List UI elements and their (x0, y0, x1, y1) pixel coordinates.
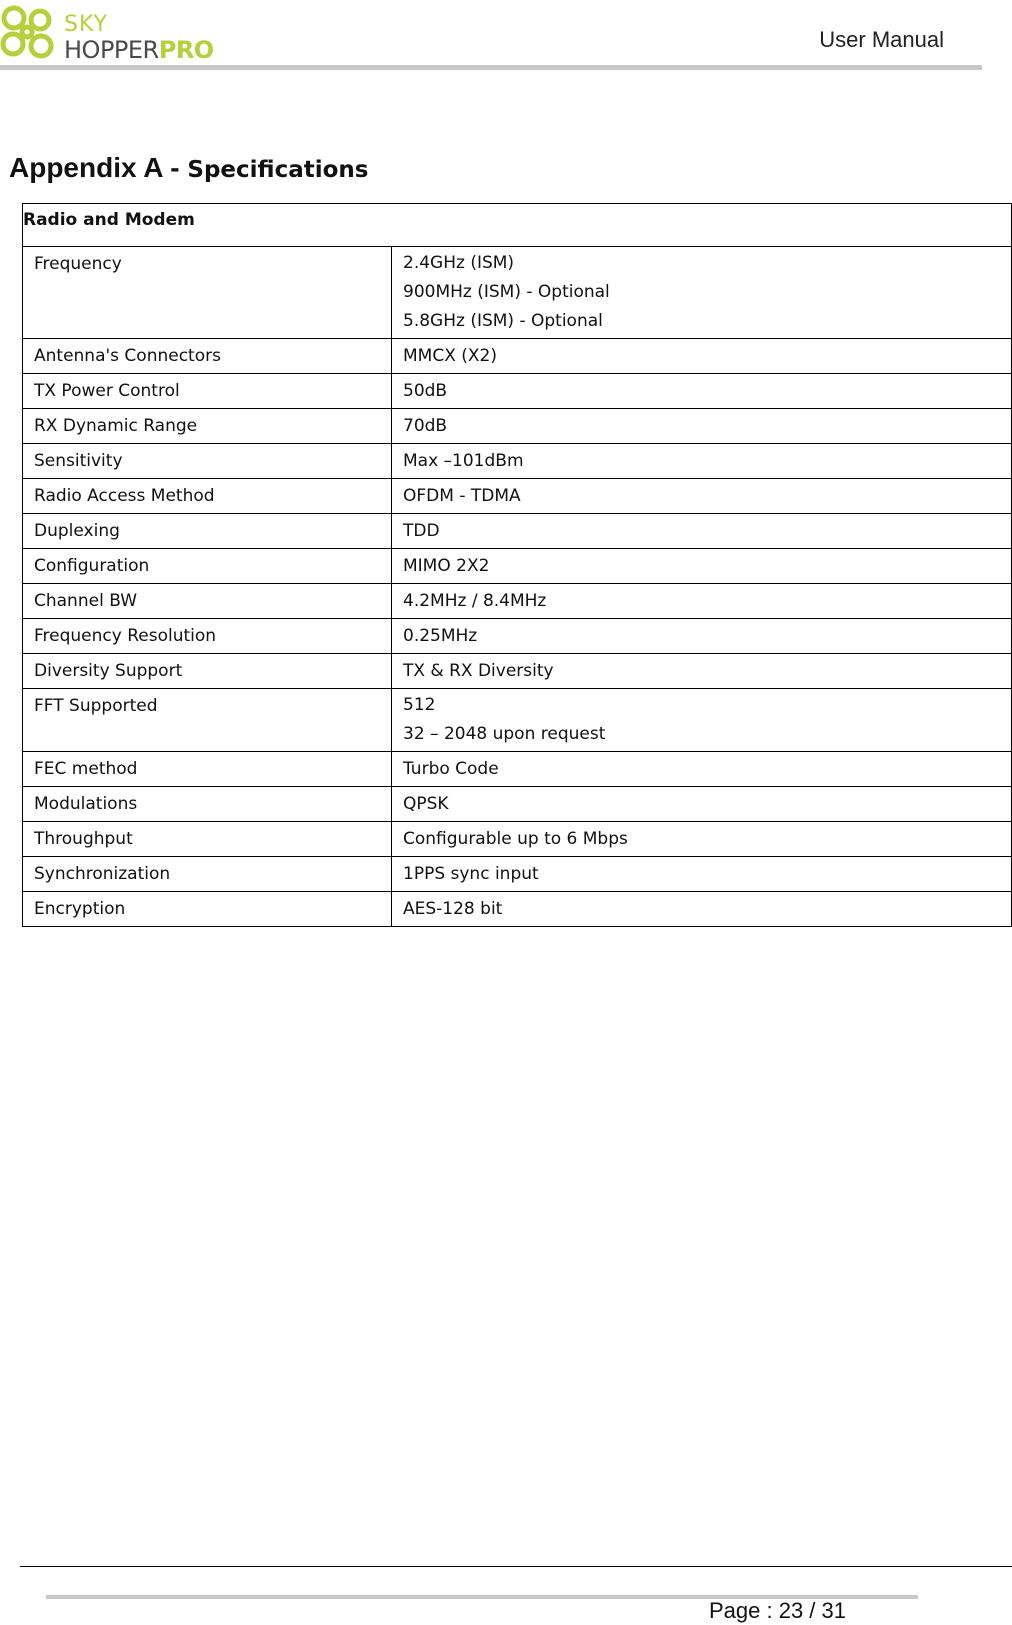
spec-parameter: Diversity Support (23, 654, 392, 689)
logo-word-pro: PRO (158, 36, 214, 64)
spec-parameter: Throughput (23, 822, 392, 857)
spec-value (392, 549, 1012, 584)
spec-parameter: RX Dynamic Range (23, 409, 392, 444)
table-row (23, 689, 1012, 752)
spec-parameter: Radio Access Method (23, 479, 392, 514)
heading-specifications: Specifications (187, 157, 369, 183)
spec-parameter: Encryption (23, 892, 392, 927)
spec-value-line: MMCX (X2) (403, 346, 497, 366)
spec-value-line: 50dB (403, 381, 448, 401)
table-row (23, 514, 1012, 549)
spec-value (392, 654, 1012, 689)
spec-value-line: TDD (403, 521, 440, 541)
spec-parameter: Channel BW (23, 584, 392, 619)
spec-value (392, 892, 1012, 927)
spec-parameter: Sensitivity (23, 444, 392, 479)
heading-appendix: Appendix A - (9, 152, 188, 183)
spec-value (392, 689, 1012, 752)
spec-parameter: Modulations (23, 787, 392, 822)
spec-value (392, 247, 1012, 339)
header-divider (0, 65, 982, 70)
spec-value (392, 822, 1012, 857)
spec-value (392, 619, 1012, 654)
spec-value-line: 5.8GHz (ISM) - Optional (403, 311, 603, 331)
spec-value (392, 409, 1012, 444)
spec-value (392, 857, 1012, 892)
spec-value (392, 479, 1012, 514)
table-row (23, 584, 1012, 619)
spec-value-line: MIMO 2X2 (403, 556, 490, 576)
table-row (23, 892, 1012, 927)
footer-divider (20, 1566, 1012, 1567)
logo-word-sky: SKY (64, 12, 109, 37)
table-row (23, 654, 1012, 689)
spec-value-line: 2.4GHz (ISM) (403, 253, 515, 273)
spec-parameter: Antenna's Connectors (23, 339, 392, 374)
table-group-title: Radio and Modem (23, 204, 1012, 247)
specifications-table (22, 203, 1012, 927)
table-row (23, 374, 1012, 409)
skyhopper-pro-logo (0, 4, 230, 64)
table-row (23, 247, 1012, 339)
table-row (23, 857, 1012, 892)
spec-value-line: QPSK (403, 794, 449, 814)
table-row (23, 822, 1012, 857)
spec-value (392, 787, 1012, 822)
table-row (23, 444, 1012, 479)
spec-value (392, 444, 1012, 479)
table-row (23, 339, 1012, 374)
logo-word-hopper: HOPPER (64, 36, 159, 64)
spec-value (392, 514, 1012, 549)
spec-value-line: 0.25MHz (403, 626, 478, 646)
table-row (23, 479, 1012, 514)
spec-value-line: TX & RX Diversity (403, 661, 554, 681)
document-title: User Manual (819, 27, 944, 52)
table-group-row (23, 204, 1012, 247)
table-row (23, 619, 1012, 654)
spec-parameter: Duplexing (23, 514, 392, 549)
spec-parameter: Synchronization (23, 857, 392, 892)
table-row (23, 752, 1012, 787)
spec-parameter: FFT Supported (23, 689, 392, 752)
spec-value-line: OFDM - TDMA (403, 486, 521, 506)
table-row (23, 787, 1012, 822)
table-row (23, 549, 1012, 584)
logo-word-hopper-pro (64, 37, 214, 63)
spec-value-line: 4.2MHz / 8.4MHz (403, 591, 547, 611)
spec-value (392, 374, 1012, 409)
spec-parameter: FEC method (23, 752, 392, 787)
spec-parameter: Frequency (23, 247, 392, 339)
spec-value-line: 512 (403, 695, 436, 715)
spec-parameter: Frequency Resolution (23, 619, 392, 654)
section-heading (9, 152, 368, 184)
spec-parameter: Configuration (23, 549, 392, 584)
spec-value-line: 70dB (403, 416, 448, 436)
spec-value-line: Max –101dBm (403, 451, 524, 471)
table-body (23, 247, 1012, 927)
spec-value (392, 752, 1012, 787)
spec-value (392, 339, 1012, 374)
spec-value-line: AES-128 bit (403, 899, 503, 919)
spec-value-line: Turbo Code (403, 759, 499, 779)
spec-value-line: 1PPS sync input (403, 864, 539, 884)
spec-value (392, 584, 1012, 619)
page-number: Page : 23 / 31 (709, 1598, 846, 1623)
spec-value-line: 900MHz (ISM) - Optional (403, 282, 610, 302)
table-row (23, 409, 1012, 444)
spec-value-line: Configurable up to 6 Mbps (403, 829, 628, 849)
page-header (0, 0, 1012, 80)
spec-value-line: 32 – 2048 upon request (403, 724, 606, 744)
spec-parameter: TX Power Control (23, 374, 392, 409)
drone-icon (0, 4, 62, 64)
